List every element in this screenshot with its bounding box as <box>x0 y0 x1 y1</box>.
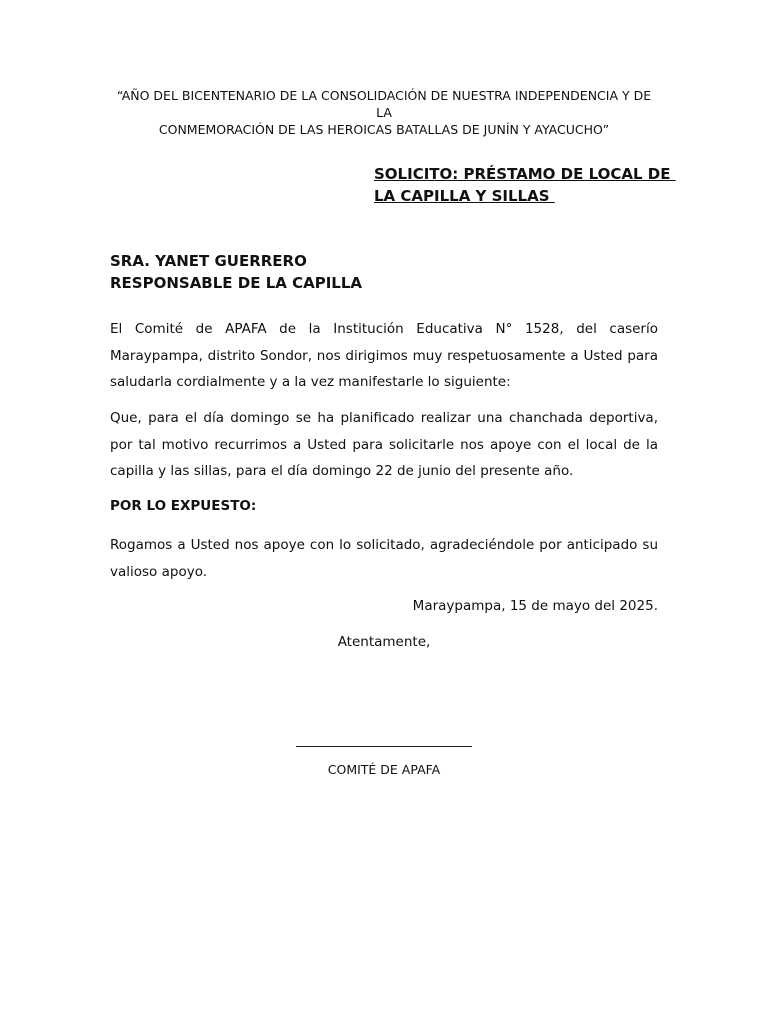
recipient-block <box>110 250 362 294</box>
recipient-role: RESPONSABLE DE LA CAPILLA <box>110 274 362 292</box>
year-motto-line-2: CONMEMORACIÓN DE LAS HEROICAS BATALLAS DE JUNÍN Y AYACUCHO” <box>158 122 610 137</box>
intro-paragraph: El Comité de APAFA de la Institución Educativa N° 1528, del caserío Maraypampa, distrito Sondor, nos dirigimos muy respetuosamente a Usted para saludarla cordialmente y a la vez manifestarle lo siguiente: <box>110 321 658 390</box>
signature-line <box>296 746 472 747</box>
recipient-name: SRA. YANET GUERRERO <box>110 252 307 270</box>
plea-paragraph: Rogamos a Usted nos apoye con lo solicitado, agradeciéndole por anticipado su valioso apoyo. <box>110 537 658 580</box>
section-heading: POR LO EXPUESTO: <box>110 498 257 514</box>
request-paragraph: Que, para el día domingo se ha planificado realizar una chanchada deportiva, por tal motivo recurrimos a Usted para solicitarle nos apoye con el local de la capilla y las sillas, para el día domingo 22 de junio del presente año. <box>110 410 658 479</box>
request-subject-line-2: LA CAPILLA Y SILLAS <box>374 187 555 205</box>
signatory-name: COMITÉ DE APAFA <box>327 762 441 777</box>
year-motto <box>110 87 658 138</box>
request-subject-line-1: SOLICITO: PRÉSTAMO DE LOCAL DE <box>374 165 676 183</box>
request-subject <box>374 163 676 207</box>
year-motto-line-1: “AÑO DEL BICENTENARIO DE LA CONSOLIDACIÓN DE NUESTRA INDEPENDENCIA Y DE LA <box>116 88 652 120</box>
date-line: Maraypampa, 15 de mayo del 2025. <box>412 598 658 614</box>
closing-salutation: Atentamente, <box>337 634 431 650</box>
